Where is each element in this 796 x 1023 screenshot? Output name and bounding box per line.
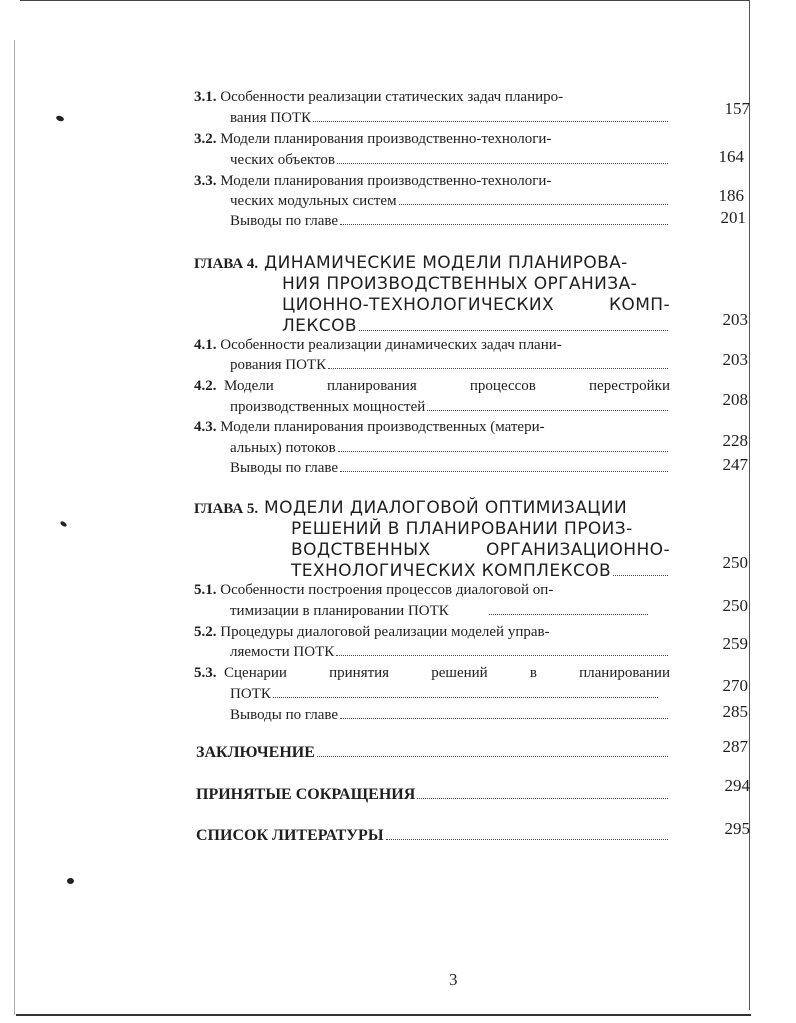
- toc-abbreviations: [196, 786, 670, 804]
- chapter-title-word: КОМП-: [608, 295, 670, 315]
- toc-entry-word: процессов: [469, 378, 536, 394]
- toc-entry-title-cont: альных) потоков: [230, 440, 336, 456]
- toc-entry-4-1-line2: [230, 356, 670, 374]
- toc-entry-title: Выводы по главе: [230, 460, 339, 476]
- chapter-4-heading-line3: [282, 295, 670, 315]
- toc-entry-title: Выводы по главе: [230, 213, 339, 229]
- dot-leader: [317, 756, 668, 757]
- dot-leader: [337, 163, 668, 164]
- scan-speck: [59, 520, 67, 527]
- chapter-title-word: ОРГАНИЗАЦИОННО-: [485, 540, 670, 560]
- toc-entry-3-1-line1: [194, 88, 668, 106]
- toc-entry-title-cont: ляемости ПОТК: [230, 644, 335, 660]
- toc-entry-3-2-line2: [230, 151, 670, 169]
- toc-entry-title-cont: ческих модульных систем: [230, 193, 397, 209]
- toc-page-number: 259: [722, 634, 748, 653]
- toc-page-number: 186: [718, 186, 744, 205]
- toc-entry-3-1-line2: [230, 109, 670, 127]
- toc-page-number: 228: [722, 431, 748, 450]
- toc-entry-title: Процедуры диалоговой реализации моделей управ-: [220, 624, 550, 640]
- toc-entry-word: планировании: [579, 665, 670, 681]
- toc-conclusion: [196, 744, 670, 762]
- toc-conclusions-5: [230, 706, 670, 724]
- toc-entry-number: 5.2.: [194, 624, 217, 640]
- toc-entry-title: СПИСОК ЛИТЕРАТУРЫ: [196, 827, 384, 844]
- toc-entry-5-1-line2: [230, 602, 650, 620]
- toc-page-number: 287: [722, 737, 748, 756]
- dot-leader: [427, 410, 668, 411]
- scan-speck: [67, 878, 74, 884]
- chapter-5-heading-line2: РЕШЕНИЙ В ПЛАНИРОВАНИИ ПРОИЗ-: [291, 519, 633, 539]
- dot-leader: [359, 330, 668, 331]
- toc-page-number: 250: [722, 596, 748, 615]
- toc-entry-word: решений: [431, 665, 488, 681]
- toc-entry-5-2-line1: [194, 623, 668, 641]
- toc-entry-4-1-line1: [194, 336, 668, 354]
- dot-leader: [340, 224, 668, 225]
- chapter-5-heading-line1: [194, 498, 627, 519]
- chapter-5-heading-line4: [291, 561, 670, 581]
- toc-entry-title: Модели планирования производственно-технологи-: [220, 173, 552, 189]
- toc-entry-3-3-line2: [230, 192, 670, 210]
- toc-entry-number: 4.1.: [194, 337, 217, 353]
- toc-entry-title-cont: тимизации в планировании ПОТК: [230, 603, 449, 619]
- toc-page-number: 247: [722, 455, 748, 474]
- chapter-title: ДИНАМИЧЕСКИЕ МОДЕЛИ ПЛАНИРОВА-: [264, 253, 628, 273]
- toc-page-number: 201: [720, 208, 746, 227]
- toc-page-number: 295: [724, 819, 750, 838]
- dot-leader: [313, 121, 668, 122]
- toc-entry-number: 5.1.: [194, 582, 217, 598]
- toc-entry-number: 3.2.: [194, 131, 217, 147]
- toc-entry-word: планирования: [327, 378, 417, 394]
- toc-entry-title: Модели планирования производственных (матери-: [220, 419, 545, 435]
- toc-entry-title: Особенности реализации статических задач планиро-: [220, 89, 564, 105]
- chapter-title-word: ЦИОННО-ТЕХНОЛОГИЧЕСКИХ: [282, 295, 555, 315]
- toc-entry-title: ПРИНЯТЫЕ СОКРАЩЕНИЯ: [196, 786, 416, 803]
- toc-page-number: 203: [722, 350, 748, 369]
- chapter-label: ГЛАВА 4.: [194, 256, 259, 272]
- toc-page-number: 203: [722, 310, 748, 329]
- dot-leader: [386, 839, 668, 840]
- scan-edge-top: [20, 0, 750, 1]
- toc-entry-3-3-line1: [194, 172, 668, 190]
- toc-entry-word: перестройки: [589, 378, 670, 394]
- toc-entry-word: Модели: [224, 378, 274, 394]
- toc-page-number: 285: [722, 702, 748, 721]
- toc-entry-4-2-line2: [230, 398, 670, 416]
- toc-entry-title-cont: рования ПОТК: [230, 357, 327, 373]
- toc-entry-title: Модели планирования производственно-технологи-: [220, 131, 552, 147]
- toc-entry-word: в: [529, 665, 537, 681]
- toc-entry-5-1-line1: [194, 581, 668, 599]
- toc-entry-number: 4.2.: [194, 378, 217, 394]
- toc-references: [196, 827, 670, 845]
- toc-entry-5-2-line2: [230, 643, 670, 661]
- toc-entry-number: 5.3.: [194, 665, 217, 681]
- toc-entry-title-cont: производственных мощностей: [230, 399, 426, 415]
- scan-speck: [55, 115, 64, 122]
- toc-page-number: 157: [724, 99, 750, 118]
- toc-entry-number: 4.3.: [194, 419, 217, 435]
- dot-leader: [417, 798, 668, 799]
- toc-entry-title-cont: ческих объектов: [230, 152, 335, 168]
- page-number: 3: [449, 970, 458, 989]
- dot-leader: [613, 575, 668, 576]
- dot-leader: [340, 471, 668, 472]
- toc-entry-number: 3.3.: [194, 173, 217, 189]
- chapter-title: МОДЕЛИ ДИАЛОГОВОЙ ОПТИМИЗАЦИИ: [264, 498, 628, 518]
- toc-entry-4-3-line2: [230, 439, 670, 457]
- toc-conclusions-3: [230, 212, 670, 230]
- toc-entry-title-cont: вания ПОТК: [230, 110, 312, 126]
- toc-entry-title-cont: ПОТК: [230, 686, 271, 702]
- chapter-4-heading-line2: НИЯ ПРОИЗВОДСТВЕННЫХ ОРГАНИЗА-: [282, 274, 638, 294]
- scan-edge-bottom: [16, 1014, 751, 1016]
- toc-page-number: 208: [722, 390, 748, 409]
- toc-page-number: 164: [718, 147, 744, 166]
- toc-entry-3-2-line1: [194, 130, 668, 148]
- dot-leader: [328, 368, 668, 369]
- dot-leader: [340, 718, 668, 719]
- toc-entry-5-3-line2: [230, 685, 660, 703]
- dot-leader: [273, 697, 658, 698]
- dot-leader: [489, 614, 648, 615]
- chapter-4-heading-line4: [282, 316, 670, 336]
- toc-entry-title: ЗАКЛЮЧЕНИЕ: [196, 744, 315, 761]
- toc-entry-word: принятия: [329, 665, 390, 681]
- dot-leader: [336, 655, 668, 656]
- toc-entry-4-2-line1: [194, 377, 670, 395]
- dot-leader: [399, 204, 668, 205]
- scan-edge-right: [749, 0, 750, 1010]
- chapter-title-word: ВОДСТВЕННЫХ: [291, 540, 431, 560]
- dot-leader: [338, 451, 668, 452]
- toc-page-number: 294: [724, 776, 750, 795]
- scan-edge-left: [14, 40, 15, 1015]
- toc-entry-word: Сценарии: [224, 665, 287, 681]
- toc-page-number: 250: [722, 553, 748, 572]
- toc-entry-4-3-line1: [194, 418, 668, 436]
- toc-page-number: 270: [722, 676, 748, 695]
- toc-conclusions-4: [230, 459, 670, 477]
- chapter-4-heading-line1: [194, 253, 628, 274]
- toc-entry-title: Особенности реализации динамических задач плани-: [220, 337, 562, 353]
- chapter-5-heading-line3: [291, 540, 670, 560]
- chapter-title-cont: ЛЕКСОВ: [282, 316, 357, 336]
- chapter-label: ГЛАВА 5.: [194, 501, 259, 517]
- toc-entry-number: 3.1.: [194, 89, 217, 105]
- toc-entry-5-3-line1: [194, 664, 670, 682]
- toc-entry-title: Выводы по главе: [230, 707, 339, 723]
- chapter-title-cont: ТЕХНОЛОГИЧЕСКИХ КОМПЛЕКСОВ: [291, 561, 612, 581]
- toc-entry-title: Особенности построения процессов диалоговой оп-: [220, 582, 554, 598]
